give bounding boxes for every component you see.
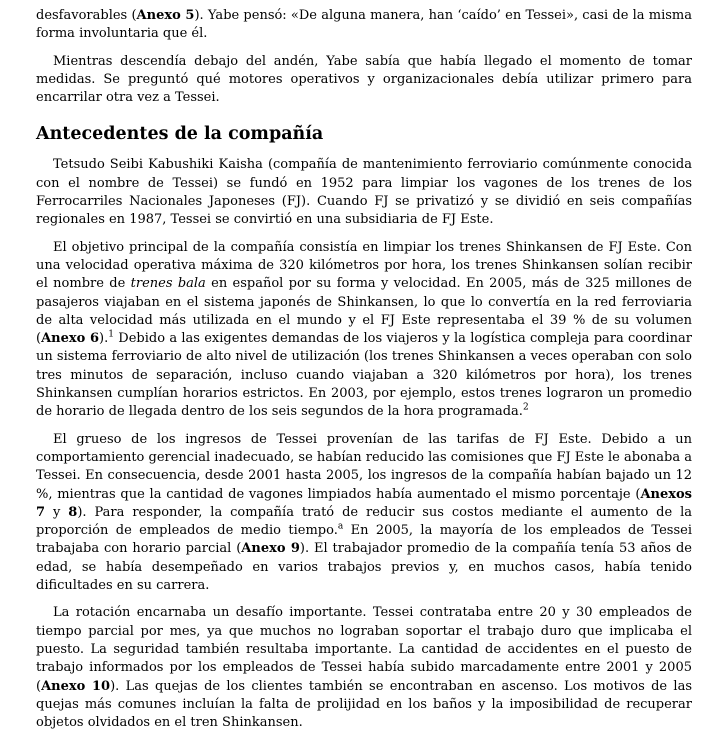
- paragraph: Mientras descendía debajo del andén, Yabe sabía que había llegado el momento de tomar medidas. Se preguntó qué motores operativos y organizacionales debía utilizar primero para encarrilar otra vez a Tessei.: [36, 53, 692, 106]
- section-heading: Antecedentes de la compañía: [36, 124, 324, 145]
- paragraph: El grueso de los ingresos de Tessei provenían de las tarifas de FJ Este. Debido a un comportamiento gerencial inadecuado, se habían reducido las comisiones que FJ Este le abonaba a Tessei. En consecuencia, desde 2001 hasta 2005, los ingresos de la compañía habían bajado un 12 %, mientras que la cantidad de vagones limpiados había aumentado el mismo porcentaje (Anexos 7 y 8). Para responder, la compañía trató de reducir sus costos mediante el aumento de la proporción de empleados de medio tiempo.$^a$ En 2005, la mayoría de los empleados de Tessei trabajaba con horario parcial (Anexo 9). El trabajador promedio de la compañía tenía 53 años de edad, se había desempeñado en varios trabajos previos y, en muchos casos, había tenido dificultades en su carrera.: [36, 431, 693, 594]
- paragraph-continuation: desfavorables (Anexo 5). Yabe pensó: «De alguna manera, han ‘caído’ en Tessei», casi de la misma forma involuntaria que él.: [36, 8, 692, 42]
- paragraph: El objetivo principal de la compañía consistía en limpiar los trenes Shinkansen de FJ Este. Con una velocidad operativa máxima de 320 kilómetros por hora, los trenes Shinkansen solían recibir el nombre de trenes bala en español por su forma y velocidad. En 2005, más de 325 millones de pasajeros viajaban en el sistema japonés de Shinkansen, lo que lo convertía en la red ferroviaria de alta velocidad más utilizada en el mundo y el FJ Este representaba el 39 % de su volumen (Anexo 6).$^1$ Debido a las exigentes demandas de los viajeros y la logística compleja para coordinar un sistema ferroviario de alto nivel de utilización (los trenes Shinkansen a veces operaban con solo tres minutos de separación, incluso cuando viajaban a 320 kilómetros por hora), los trenes Shinkansen cumplían horarios estrictos. En 2003, por ejemplo, estos trenes lograron un promedio de horario de llegada dentro de los seis segundos de la hora programada.$^2$: [36, 239, 692, 420]
- paragraph: La rotación encarnaba un desafío importante. Tessei contrataba entre 20 y 30 empleados de tiempo parcial por mes, ya que muchos no lograban soportar el trabajo duro que implicaba el puesto. La seguridad también resultaba importante. La cantidad de accidentes en el puesto de trabajo informados por los empleados de Tessei había subido marcadamente entre 2001 y 2005 (Anexo 10). Las quejas de los clientes también se encontraban en ascenso. Los motivos de las quejas más comunes incluían la falta de prolijidad en los baños y la imposibilidad de recuperar objetos olvidados en el tren Shinkansen.: [36, 605, 692, 731]
- paragraph: Tetsudo Seibi Kabushiki Kaisha (compañía de mantenimiento ferroviario comúnmente conocida con el nombre de Tessei) se fundó en 1952 para limpiar los vagones de los trenes de los Ferrocarriles Nacionales Japoneses (FJ). Cuando FJ se privatizó y se dividió en seis compañías regionales en 1987, Tessei se convirtió en una subsidiaria de FJ Este.: [36, 157, 692, 228]
